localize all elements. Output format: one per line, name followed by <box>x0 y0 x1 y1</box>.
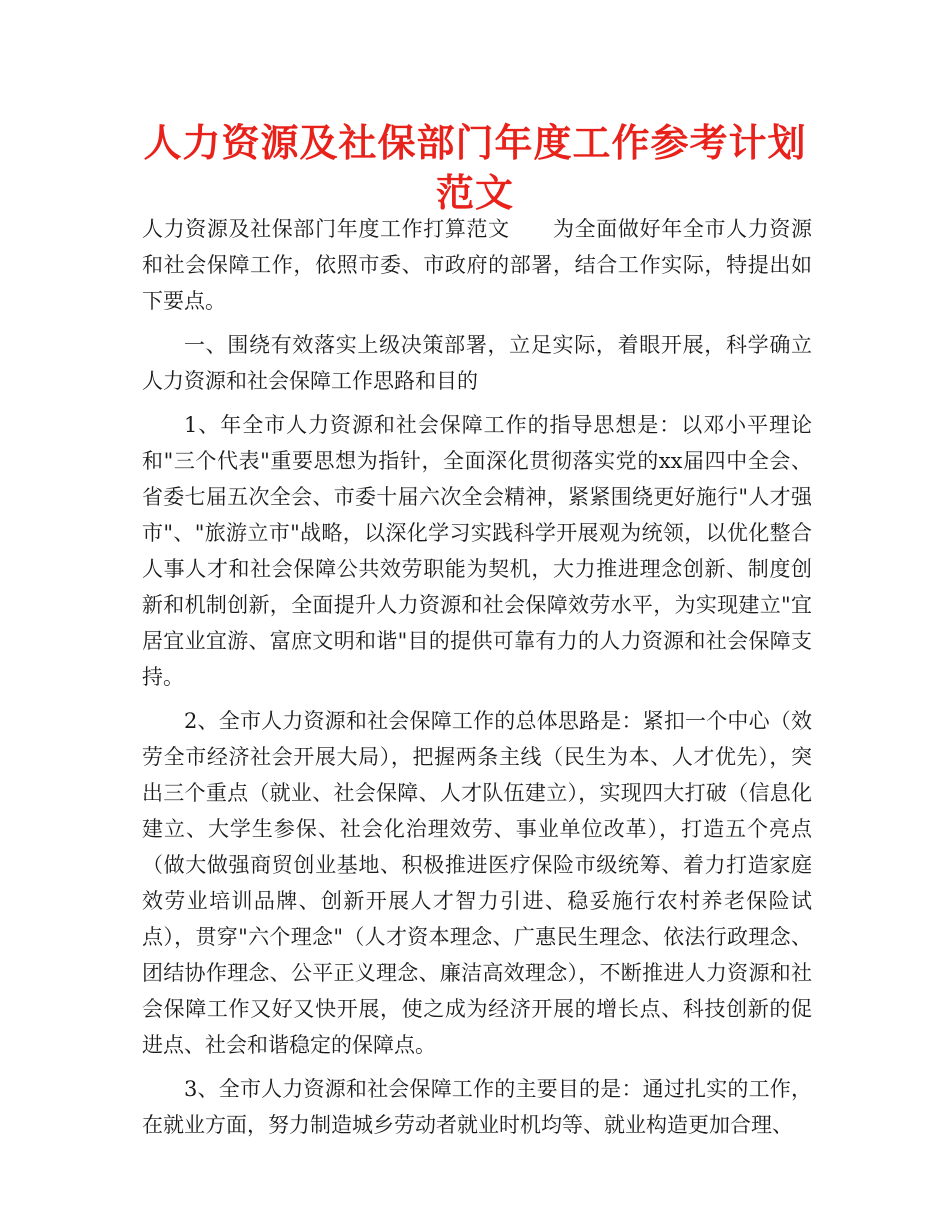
document-body <box>142 211 812 1151</box>
paragraph-intro: 人力资源及社保部门年度工作打算范文 为全面做好年全市人力资源和社会保障工作，依照市委、市政府的部署，结合工作实际，特提出如下要点。 <box>142 217 812 313</box>
paragraph-overall-approach: 2、全市人力资源和社会保障工作的总体思路是：紧扣一个中心（效劳全市经济社会开展大局），把握两条主线（民生为本、人才优先），突出三个重点（就业、社会保障、人才队伍建立），实现四大打破（信息化建立、大学生参保、社会化治理效劳、事业单位改革），打造五个亮点（做大做强商贸创业基地、积极推进医疗保险市级统筹、着力打造家庭效劳业培训品牌、创新开展人才智力引进、稳妥施行农村养老保险试点），贯穿"六个理念"（人才资本理念、广惠民生理念、依法行政理念、团结协作理念、公平正义理念、廉洁高效理念），不断推进人力资源和社会保障工作又好又快开展，使之成为经济开展的增长点、科技创新的促进点、社会和谐稳定的保障点。 <box>142 709 812 1057</box>
paragraph-section-one: 一、围绕有效落实上级决策部署，立足实际，着眼开展，科学确立人力资源和社会保障工作思路和目的 <box>142 333 812 393</box>
paragraph-guiding-thought: 1、年全市人力资源和社会保障工作的指导思想是：以邓小平理论和"三个代表"重要思想为指针，全面深化贯彻落实党的xx届四中全会、省委七届五次全会、市委十届六次全会精神，紧紧围绕更好施行"人才强市"、"旅游立市"战略，以深化学习实践科学开展观为统领，以优化整合人事人才和社会保障公共效劳职能为契机，大力推进理念创新、制度创新和机制创新，全面提升人力资源和社会保障效劳水平，为实现建立"宜居宜业宜游、富庶文明和谐"目的提供可靠有力的人力资源和社会保障支持。 <box>142 413 812 689</box>
paragraph-main-goals: 3、全市人力资源和社会保障工作的主要目的是：通过扎实的工作，在就业方面，努力制造城乡劳动者就业时机均等、就业构造更加合理、 <box>142 1077 812 1137</box>
document-title: 人力资源及社保部门年度工作参考计划范文 <box>143 121 807 215</box>
